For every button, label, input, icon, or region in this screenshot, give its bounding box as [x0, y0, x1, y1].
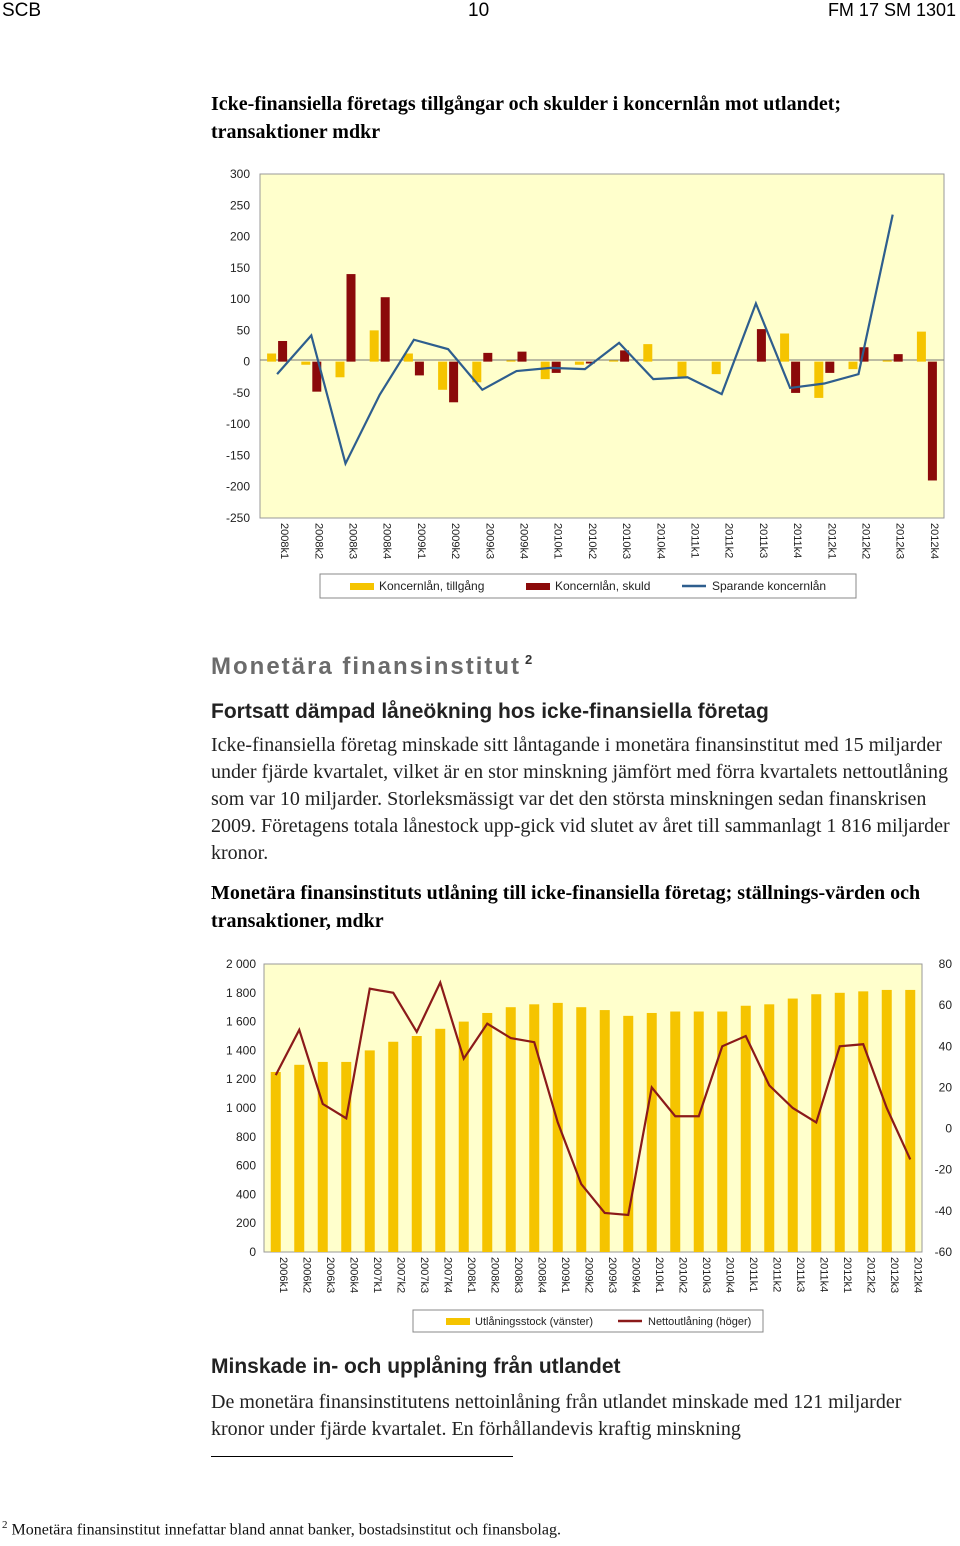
chart1-bar-tillgang-2012k1 — [814, 362, 823, 398]
chart2-bar-2012k1 — [835, 993, 845, 1252]
chart2-bar-2010k2 — [670, 1012, 680, 1252]
chart1-bar-skuld-2009k2 — [449, 362, 458, 403]
chart1-legend-sparande: Sparande koncernlån — [712, 579, 827, 593]
chart1-x-tick-2010k3: 2010k3 — [620, 523, 633, 560]
chart2-x-tick-2006k1: 2006k1 — [276, 1257, 289, 1294]
chart1-caption: Icke-finansiella företags tillgångar och skulder i koncernlån mot utlandet; transaktioner mdkr — [211, 93, 842, 143]
chart2-y-ticks-right — [935, 957, 953, 1259]
chart2-x-tick-2012k3: 2012k3 — [887, 1257, 900, 1294]
chart1-legend-skuld: Koncernlån, skuld — [555, 579, 651, 593]
chart1-y-tick-7: -50 — [232, 385, 250, 400]
chart1-y-ticks — [226, 167, 250, 525]
footnote-rule — [211, 1456, 513, 1457]
chart2-bar-2011k3 — [788, 999, 798, 1252]
chart1-bar-tillgang-2010k3 — [609, 360, 618, 361]
chart1-y-tick-1: 250 — [229, 198, 250, 213]
chart2-x-tick-2011k1: 2011k1 — [746, 1257, 759, 1293]
chart2 — [218, 950, 960, 1340]
chart2-x-tick-2011k2: 2011k2 — [770, 1257, 783, 1293]
chart1-bar-tillgang-2008k2 — [301, 362, 310, 365]
chart2-plot-area — [264, 964, 922, 1252]
chart1-bar-tillgang-2011k4 — [780, 333, 789, 361]
chart1-bar-skuld-2009k3 — [483, 353, 492, 362]
chart1-bar-tillgang-2010k4 — [643, 344, 652, 362]
chart2-x-tick-2009k2: 2009k2 — [582, 1257, 595, 1294]
chart2-bar-2012k2 — [858, 991, 868, 1252]
chart2-y-tick-left-6: 800 — [235, 1129, 256, 1144]
chart2-bar-2006k1 — [271, 1072, 281, 1252]
chart1-bar-skuld-2012k4 — [928, 362, 937, 481]
chart2-x-tick-2011k4: 2011k4 — [817, 1257, 830, 1293]
paragraph-1: Icke-finansiella företag minskade sitt låntagande i monetära finansinstitut med 15 miljarder under fjärde kvartalet, vilket är en stor minskning jämfört med förra kvartalets nettoutlåning som var 10 miljarder. Storleksmässigt var det den största minskningen sedan finanskrisen 2009. Företagens totala lånestock upp-gick vid slutet av året till sammanlagt 1 816 miljarder kronor. — [211, 734, 950, 864]
chart1-x-tick-2010k2: 2010k2 — [585, 523, 598, 560]
chart1-x-tick-2012k1: 2012k1 — [825, 523, 838, 560]
chart2-x-tick-2007k3: 2007k3 — [417, 1257, 430, 1294]
chart1-x-tick-2011k2: 2011k2 — [722, 523, 735, 559]
chart2-x-tick-2006k2: 2006k2 — [300, 1257, 313, 1294]
chart1-bar-tillgang-2012k4 — [917, 332, 926, 362]
chart2-x-tick-2011k3: 2011k3 — [793, 1257, 806, 1293]
chart2-bar-2006k2 — [294, 1065, 304, 1252]
chart1-y-tick-10: -200 — [225, 479, 250, 494]
chart1-bar-tillgang-2009k4 — [507, 360, 516, 361]
chart2-y-tick-left-7: 600 — [235, 1158, 256, 1173]
chart2-y-tick-right-6: -40 — [934, 1203, 952, 1218]
chart2-y-tick-left-1: 1 800 — [225, 985, 256, 1000]
footnote — [2, 1519, 561, 1539]
chart2-bar-2010k3 — [694, 1012, 704, 1252]
footnote-mark: 2 — [2, 1519, 8, 1531]
chart1-bar-skuld-2008k4 — [381, 297, 390, 361]
chart2-y-tick-left-0: 2 000 — [225, 957, 256, 971]
chart1-x-tick-2011k1: 2011k1 — [688, 523, 701, 559]
chart2-bar-2007k2 — [388, 1042, 398, 1252]
chart1-bar-skuld-2009k1 — [415, 362, 424, 376]
chart2-bar-2012k3 — [882, 990, 892, 1252]
chart2-bar-2007k1 — [365, 1050, 375, 1252]
chart1-y-tick-9: -150 — [225, 448, 250, 463]
chart2-bar-2012k4 — [905, 990, 915, 1252]
chart1-x-tick-2011k3: 2011k3 — [756, 523, 769, 559]
chart2-bar-2007k4 — [435, 1029, 445, 1252]
chart2-legend-netto: Nettoutlåning (höger) — [648, 1316, 752, 1328]
chart1-legend-swatch-skuld — [526, 583, 550, 590]
chart1-legend — [320, 574, 856, 598]
chart2-x-tick-2010k2: 2010k2 — [676, 1257, 689, 1294]
chart2-y-tick-right-4: 0 — [945, 1121, 952, 1136]
chart2-x-tick-2006k3: 2006k3 — [323, 1257, 336, 1294]
chart2-y-tick-left-4: 1 200 — [225, 1072, 256, 1087]
chart2-x-tick-2007k4: 2007k4 — [441, 1257, 454, 1294]
chart2-y-tick-left-2: 1 600 — [225, 1014, 256, 1029]
chart2-x-tick-2007k1: 2007k1 — [370, 1257, 383, 1294]
chart1-x-tick-2010k4: 2010k4 — [654, 523, 667, 560]
chart2-y-tick-right-0: 80 — [938, 957, 952, 971]
chart2-bar-2011k2 — [764, 1004, 774, 1252]
chart1-plot-area — [260, 174, 944, 518]
chart2-x-tick-2009k1: 2009k1 — [558, 1257, 571, 1294]
chart2-bar-2009k2 — [576, 1007, 586, 1252]
chart1-y-tick-2: 200 — [229, 229, 250, 244]
chart1-bar-skuld-2009k4 — [518, 352, 527, 362]
chart1-bar-skuld-2008k3 — [347, 274, 356, 362]
chart2-x-tick-2012k4: 2012k4 — [911, 1257, 924, 1294]
chart2-y-tick-left-5: 1 000 — [225, 1101, 256, 1115]
chart1-x-ticks — [278, 523, 940, 559]
chart2-x-tick-2010k1: 2010k1 — [652, 1257, 665, 1294]
chart2-bar-2007k3 — [412, 1036, 422, 1252]
chart1-x-tick-2008k1: 2008k1 — [278, 523, 291, 560]
section-footnote-mark: 2 — [525, 652, 533, 667]
chart2-y-tick-right-1: 60 — [938, 998, 952, 1013]
chart2-y-tick-right-3: 20 — [938, 1080, 952, 1095]
chart1-bar-tillgang-2008k1 — [267, 354, 276, 362]
chart2-x-tick-2009k3: 2009k3 — [605, 1257, 618, 1294]
chart2-bar-2009k3 — [600, 1010, 610, 1252]
chart1-bar-tillgang-2012k3 — [883, 360, 892, 361]
chart1-x-tick-2011k4: 2011k4 — [791, 523, 804, 559]
page-number: 10 — [468, 0, 490, 21]
chart1-y-tick-0: 300 — [229, 167, 250, 181]
chart1-x-tick-2008k4: 2008k4 — [380, 523, 393, 560]
chart1-x-tick-2009k1: 2009k1 — [414, 523, 427, 560]
chart2-x-tick-2010k3: 2010k3 — [699, 1257, 712, 1294]
header-right: FM 17 SM 1301 — [827, 0, 956, 20]
chart1-y-tick-4: 100 — [229, 292, 250, 307]
chart2-y-tick-left-3: 1 400 — [225, 1043, 256, 1058]
footnote-text: Monetära finansinstitut innefattar bland annat banker, bostadsinstitut och finansbolag. — [11, 1521, 561, 1539]
chart1-legend-tillgang: Koncernlån, tillgång — [379, 579, 485, 593]
chart1-y-tick-3: 150 — [229, 260, 250, 275]
chart1-bar-tillgang-2011k2 — [712, 362, 721, 375]
chart2-y-tick-right-2: 40 — [938, 1039, 952, 1054]
chart1-bar-tillgang-2008k3 — [336, 362, 345, 378]
chart1-y-tick-6: 0 — [243, 354, 250, 369]
chart1-bar-skuld-2012k3 — [894, 354, 903, 362]
chart1-x-tick-2010k1: 2010k1 — [551, 523, 564, 560]
subheading-1: Fortsatt dämpad låneökning hos icke-finansiella företag — [211, 700, 769, 723]
chart2-y-ticks-left — [226, 957, 256, 1259]
chart1-bar-skuld-2011k3 — [757, 329, 766, 362]
chart1-x-tick-2009k4: 2009k4 — [517, 523, 530, 560]
chart1 — [222, 166, 950, 606]
chart2-y-tick-left-8: 400 — [235, 1187, 256, 1202]
chart1-x-tick-2009k2: 2009k2 — [449, 523, 462, 560]
chart1-bar-skuld-2008k1 — [278, 341, 287, 362]
chart1-y-tick-8: -100 — [225, 417, 250, 432]
chart2-x-tick-2012k1: 2012k1 — [840, 1257, 853, 1294]
chart2-x-tick-2006k4: 2006k4 — [347, 1257, 360, 1294]
chart2-y-tick-right-5: -20 — [934, 1162, 952, 1177]
chart1-x-tick-2008k3: 2008k3 — [346, 523, 359, 560]
section-title-text: Monetära finansinstitut — [211, 653, 522, 680]
chart2-bar-2008k3 — [506, 1007, 516, 1252]
chart1-x-tick-2012k3: 2012k3 — [893, 523, 906, 560]
chart1-bar-tillgang-2010k2 — [575, 362, 584, 365]
chart1-bar-tillgang-2008k4 — [370, 330, 379, 361]
chart2-caption: Monetära finansinstituts utlåning till icke-finansiella företag; ställnings-värden och transaktioner, mdkr — [211, 882, 921, 932]
chart2-x-tick-2008k4: 2008k4 — [535, 1257, 548, 1294]
chart1-legend-swatch-tillgang — [350, 583, 374, 590]
chart1-bar-tillgang-2009k2 — [438, 362, 447, 390]
chart1-bar-tillgang-2011k1 — [678, 362, 687, 379]
chart2-bar-2009k4 — [623, 1016, 633, 1252]
chart1-x-tick-2012k4: 2012k4 — [927, 523, 940, 560]
paragraph-2: De monetära finansinstitutens nettoinlåning från utlandet minskade med 121 miljarder kronor under fjärde kvartalet. En förhållandevis kraftig minskning — [211, 1391, 902, 1440]
chart2-bar-2010k1 — [647, 1013, 657, 1252]
chart2-x-tick-2008k1: 2008k1 — [464, 1257, 477, 1294]
chart2-bar-2009k1 — [553, 1003, 563, 1252]
chart1-x-tick-2009k3: 2009k3 — [483, 523, 496, 560]
chart1-y-tick-11: -250 — [225, 511, 250, 525]
chart2-bar-2008k2 — [482, 1013, 492, 1252]
chart1-x-tick-2008k2: 2008k2 — [312, 523, 325, 560]
chart2-x-tick-2012k2: 2012k2 — [864, 1257, 877, 1294]
chart2-x-ticks — [277, 1257, 924, 1293]
chart2-x-tick-2008k3: 2008k3 — [511, 1257, 524, 1294]
chart2-legend-stock: Utlåningsstock (vänster) — [475, 1316, 593, 1328]
chart1-bar-tillgang-2012k2 — [849, 362, 858, 370]
chart2-x-tick-2010k4: 2010k4 — [723, 1257, 736, 1294]
chart1-bar-tillgang-2010k1 — [541, 362, 550, 380]
chart2-x-tick-2009k4: 2009k4 — [629, 1257, 642, 1294]
chart1-y-tick-5: 50 — [236, 323, 250, 338]
chart2-legend — [413, 1310, 763, 1332]
header-left: SCB — [2, 0, 42, 21]
section-title — [211, 652, 532, 681]
chart2-y-tick-left-9: 200 — [235, 1216, 256, 1231]
chart2-bar-2006k4 — [341, 1062, 351, 1252]
chart2-y-tick-right-7: -60 — [934, 1245, 952, 1259]
chart2-y-tick-left-10: 0 — [249, 1245, 256, 1259]
chart2-x-tick-2007k2: 2007k2 — [394, 1257, 407, 1294]
chart1-x-tick-2012k2: 2012k2 — [859, 523, 872, 560]
chart2-legend-swatch-stock — [446, 1318, 470, 1325]
chart1-bar-skuld-2012k1 — [825, 362, 834, 373]
subheading-2: Minskade in- och upplåning från utlandet — [211, 1355, 621, 1378]
chart2-x-tick-2008k2: 2008k2 — [488, 1257, 501, 1294]
